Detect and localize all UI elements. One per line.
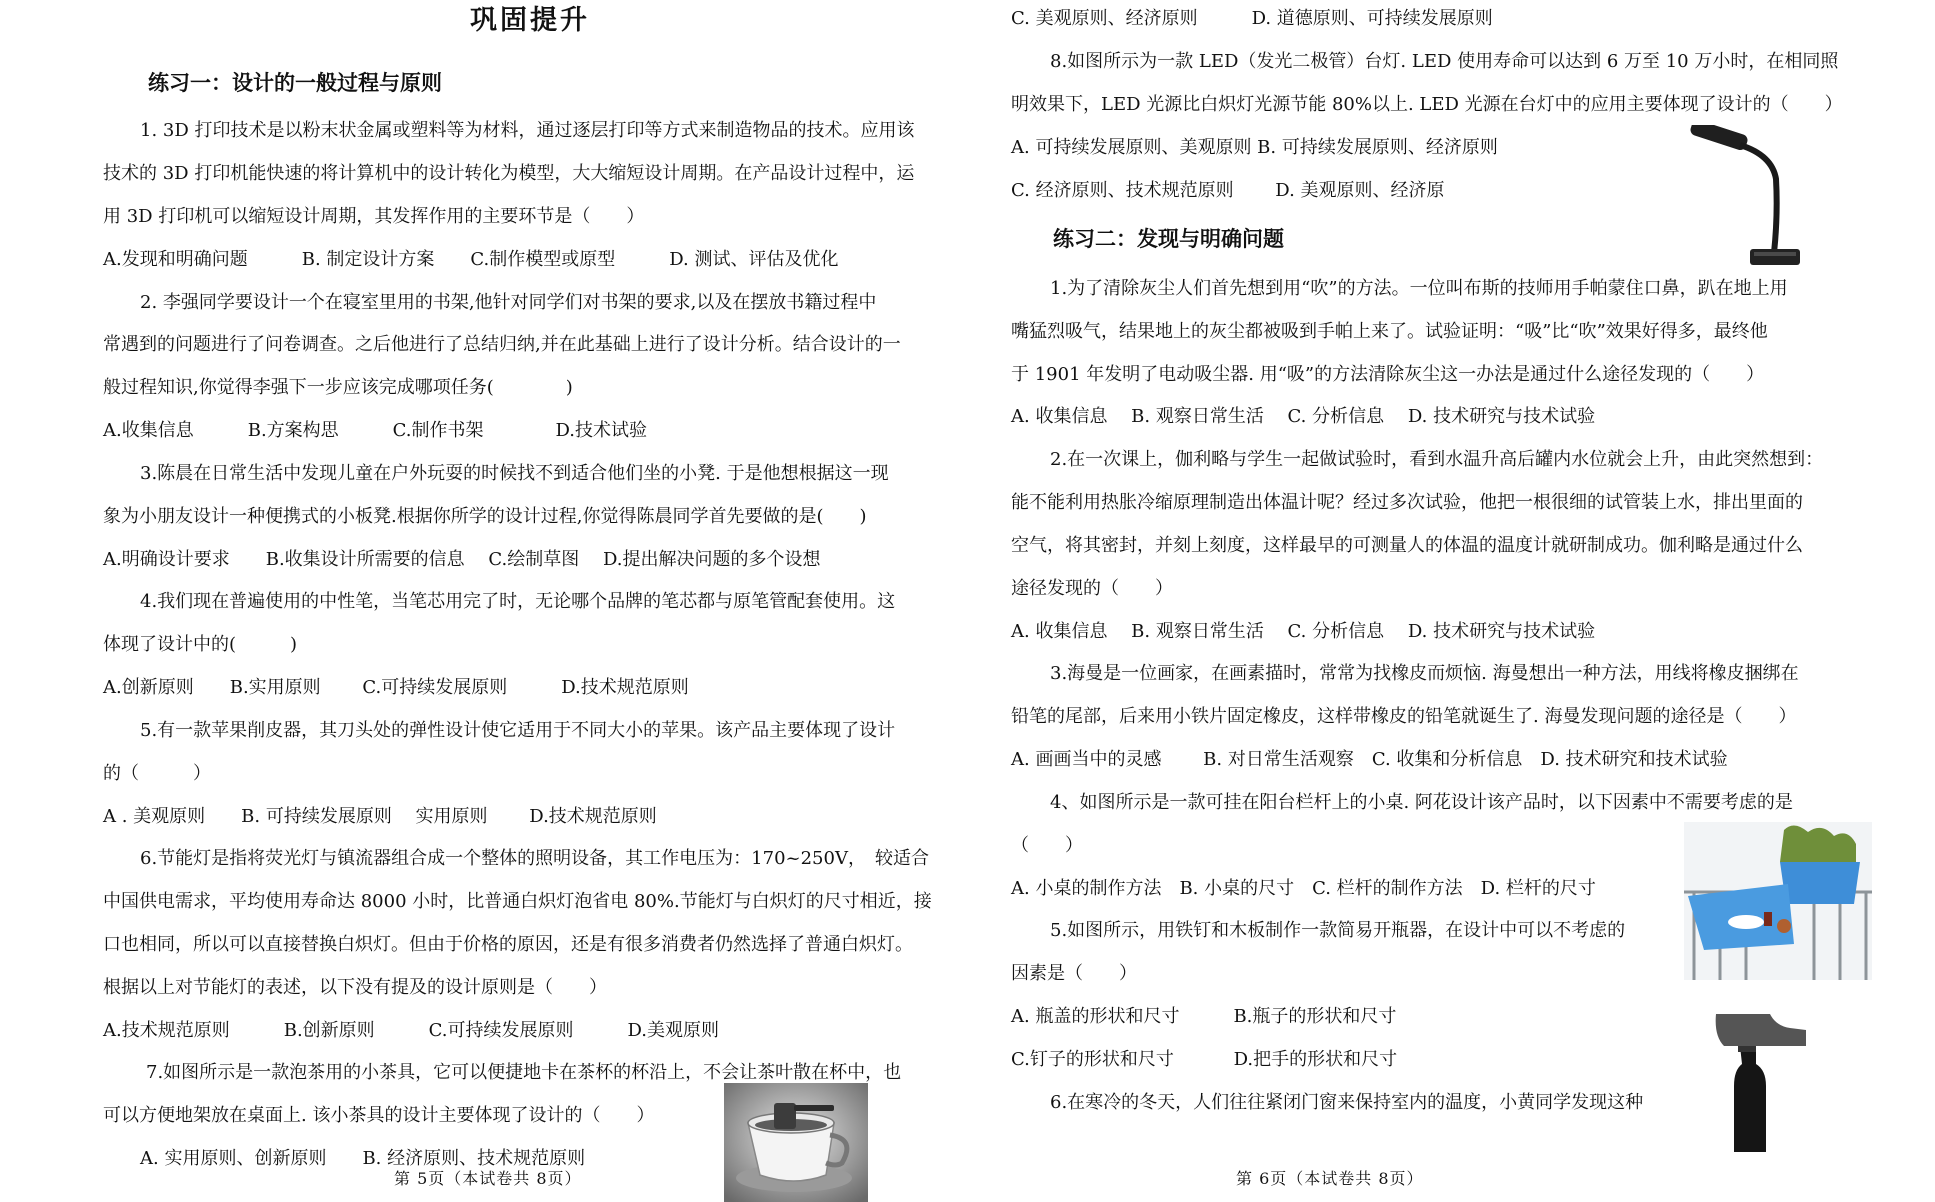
answer-options: A.明确设计要求 B.收集设计所需要的信息 C.绘制草图 D.提出解决问题的多个设想 <box>103 549 821 570</box>
answer-options: A. 收集信息 B. 观察日常生活 C. 分析信息 D. 技术研究与技术试验 <box>1011 406 1596 427</box>
answer-options: A. 画画当中的灵感 B. 对日常生活观察 C. 收集和分析信息 D. 技术研究和技术试验 <box>1011 749 1728 770</box>
question-line: 7.如图所示是一款泡茶用的小茶具，它可以便捷地卡在茶杯的杯沿上，不会让茶叶散在杯中，也 <box>146 1062 902 1083</box>
question-line: 因素是（ ） <box>1011 963 1137 984</box>
question-line: 5.有一款苹果削皮器，其刀头处的弹性设计使它适用于不同大小的苹果。该产品主要体现了设计 <box>140 720 896 741</box>
answer-options: A.发现和明确问题 B. 制定设计方案 C.制作模型或原型 D. 测试、评估及优化 <box>103 249 839 270</box>
question-line: 3.陈晨在日常生活中发现儿童在户外玩耍的时候找不到适合他们坐的小凳. 于是他想根据这一现 <box>140 463 889 484</box>
question-line: 能不能利用热胀冷缩原理制造出体温计呢？经过多次试验，他把一根很细的试管装上水，排出里面的 <box>1011 492 1803 513</box>
page-footer: 第 6页（本试卷共 8页） <box>1236 1169 1424 1188</box>
question-line: 中国供电需求，平均使用寿命达 8000 小时，比普通白炽灯泡省电 80%.节能灯与白炽灯的尺寸相近，接 <box>103 891 932 912</box>
question-line: 4.我们现在普遍使用的中性笔，当笔芯用完了时，无论哪个品牌的笔芯都与原笔管配套使用。这 <box>140 591 896 612</box>
led-lamp-image <box>1680 125 1820 273</box>
answer-options: A.技术规范原则 B.创新原则 C.可持续发展原则 D.美观原则 <box>103 1020 720 1041</box>
answer-options: A. 瓶盖的形状和尺寸 B.瓶子的形状和尺寸 <box>1011 1006 1397 1027</box>
question-line: 的（ ） <box>103 763 211 784</box>
answer-options: A. 可持续发展原则、美观原则 B. 可持续发展原则、经济原则 <box>1011 137 1498 158</box>
question-line: 3.海曼是一位画家，在画素描时，常常为找橡皮而烦恼. 海曼想出一种方法，用线将橡皮捆绑在 <box>1050 663 1799 684</box>
question-line: 5.如图所示，用铁钉和木板制作一款简易开瓶器，在设计中可以不考虑的 <box>1050 920 1626 941</box>
answer-options: A. 小桌的制作方法 B. 小桌的尺寸 C. 栏杆的制作方法 D. 栏杆的尺寸 <box>1011 878 1596 899</box>
section-heading-2: 练习二：发现与明确问题 <box>1053 227 1284 251</box>
question-line: 明效果下，LED 光源比白炽灯光源节能 80%以上. LED 光源在台灯中的应用主要体现了设计的（ ） <box>1011 94 1843 115</box>
bottle-opener-image <box>1710 1006 1810 1154</box>
question-line: 口也相同，所以可以直接替换白炽灯。但由于价格的原因，还是有很多消费者仍然选择了普通白炽灯。 <box>103 934 913 955</box>
question-line: （ ） <box>1011 835 1083 856</box>
answer-options: A.创新原则 B.实用原则 C.可持续发展原则 D.技术规范原则 <box>103 677 689 698</box>
question-line: 1. 3D 打印技术是以粉末状金属或塑料等为材料，通过逐层打印等方式来制造物品的技术。应用该 <box>140 120 915 141</box>
question-line: 8.如图所示为一款 LED（发光二极管）台灯. LED 使用寿命可以达到 6 万至 10 万小时，在相同照 <box>1050 51 1839 72</box>
answer-options: C. 美观原则、经济原则 D. 道德原则、可持续发展原则 <box>1011 8 1493 29</box>
question-line: 空气，将其密封，并刻上刻度，这样最早的可测量人的体温的温度计就研制成功。伽利略是通过什么 <box>1011 535 1803 556</box>
question-line: 4、如图所示是一款可挂在阳台栏杆上的小桌. 阿花设计该产品时，以下因素中不需要考虑的是 <box>1050 792 1793 813</box>
question-line: 铅笔的尾部，后来用小铁片固定橡皮，这样带橡皮的铅笔就诞生了. 海曼发现问题的途径是（ ） <box>1011 706 1797 727</box>
page-title: 巩固提升 <box>470 5 590 36</box>
question-line: 2.在一次课上，伽利略与学生一起做试验时，看到水温升高后罐内水位就会上升，由此突然想到： <box>1050 449 1824 470</box>
question-line: 6.在寒冷的冬天，人们往往紧闭门窗来保持室内的温度，小黄同学发现这种 <box>1050 1092 1644 1113</box>
balcony-table-image <box>1684 822 1872 980</box>
section-heading-1: 练习一：设计的一般过程与原则 <box>148 71 442 95</box>
page-footer: 第 5页（本试卷共 8页） <box>394 1169 582 1188</box>
question-line: 般过程知识,你觉得李强下一步应该完成哪项任务( ) <box>103 377 573 398</box>
answer-options: A.收集信息 B.方案构思 C.制作书架 D.技术试验 <box>103 420 648 441</box>
question-line: 6.节能灯是指将荧光灯与镇流器组合成一个整体的照明设备，其工作电压为：170~250V， 较适合 <box>140 848 929 869</box>
answer-options: C.钉子的形状和尺寸 D.把手的形状和尺寸 <box>1011 1049 1398 1070</box>
question-line: 途径发现的（ ） <box>1011 578 1173 599</box>
question-line: 根据以上对节能灯的表述，以下没有提及的设计原则是（ ） <box>103 977 607 998</box>
answer-options: A . 美观原则 B. 可持续发展原则 实用原则 D.技术规范原则 <box>103 806 657 827</box>
question-line: 1.为了清除灰尘人们首先想到用“吹”的方法。一位叫布斯的技师用手帕蒙住口鼻，趴在地上用 <box>1050 278 1788 299</box>
question-line: 于 1901 年发明了电动吸尘器. 用“吸”的方法清除灰尘这一办法是通过什么途径发现的（ ） <box>1011 364 1765 385</box>
answer-options: A. 实用原则、创新原则 B. 经济原则、技术规范原则 <box>140 1148 586 1169</box>
answer-options: C. 经济原则、技术规范原则 D. 美观原则、经济原 <box>1011 180 1445 201</box>
question-line: 常遇到的问题进行了问卷调查。之后他进行了总结归纳,并在此基础上进行了设计分析。结合设计的一 <box>103 334 901 355</box>
exam-page-6 <box>968 0 1935 1202</box>
question-line: 2. 李强同学要设计一个在寝室里用的书架,他针对同学们对书架的要求,以及在摆放书籍过程中 <box>140 292 877 313</box>
question-line: 技术的 3D 打印机能快速的将计算机中的设计转化为模型，大大缩短设计周期。在产品设计过程中，运 <box>103 163 915 184</box>
question-line: 可以方便地架放在桌面上. 该小茶具的设计主要体现了设计的（ ） <box>103 1105 655 1126</box>
question-line: 用 3D 打印机可以缩短设计周期，其发挥作用的主要环节是（ ） <box>103 206 645 227</box>
question-line: 象为小朋友设计一种便携式的小板凳.根据你所学的设计过程,你觉得陈晨同学首先要做的是( ) <box>103 506 867 527</box>
question-line: 嘴猛烈吸气，结果地上的灰尘都被吸到手帕上来了。试验证明：“吸”比“吹”效果好得多，最终他 <box>1011 321 1768 342</box>
question-line: 体现了设计中的( ) <box>103 634 298 655</box>
answer-options: A. 收集信息 B. 观察日常生活 C. 分析信息 D. 技术研究与技术试验 <box>1011 621 1596 642</box>
tea-cup-image <box>724 1083 868 1202</box>
